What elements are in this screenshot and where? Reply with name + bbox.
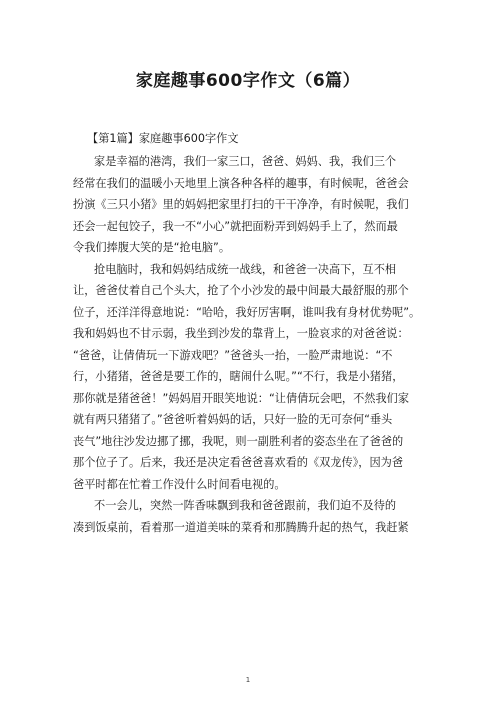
paragraph-line: 行，小猪猪，爸爸是要工作的，瞎闹什么呢。”“不行，我是小猪猪， [73, 370, 404, 383]
section-heading: 【第1篇】家庭趣事600字作文 [87, 132, 239, 145]
paragraph-line: 抢电脑时，我和妈妈结成统一战线，和爸爸一决高下，互不相 [94, 262, 397, 276]
paragraph-line: 丧气”地往沙发边挪了挪，我呢，则一副胜利者的姿态坐在了爸爸的 [73, 434, 404, 448]
paragraph-line: 不一会儿，突然一阵香味飘到我和爸爸跟前，我们迫不及待的 [94, 499, 397, 512]
paragraph-line: “爸爸，让倩倩玩一下游戏吧？”爸爸头一抬，一脸严肃地说：“不 [73, 348, 393, 362]
paragraph-line: 那你就是猪爸爸！”妈妈眉开眼笑地说：“让倩倩玩会吧，不然我们家 [73, 391, 410, 405]
paragraph-line: 爸平时都在忙着工作没什么时间看电视的。 [73, 477, 286, 491]
paragraph-line: 我和妈妈也不甘示弱，我坐到沙发的靠背上，一脸哀求的对爸爸说： [73, 327, 409, 340]
paragraph-line: 家是幸福的港湾，我们一家三口，爸爸、妈妈、我，我们三个 [94, 155, 397, 168]
paragraph-line: 让，爸爸仗着自己个头大，抢了个小沙发的最中间最大最舒服的那个 [73, 284, 409, 297]
paragraph [73, 259, 424, 496]
page-number: 1 [245, 676, 251, 684]
paragraph-line: 还会一起包饺子，我一不“小心”就把面粉弄到妈妈手上了，然而最 [73, 219, 398, 233]
paragraph [73, 495, 424, 538]
paragraph-line: 令我们捧腹大笑的是“抢电脑”。 [73, 241, 231, 254]
paragraph-line: 扮演《三只小猪》里的妈妈把家里打扫的干干净净，有时候呢，我们 [73, 198, 409, 211]
paragraph-line: 凑到饭桌前，看着那一道道美味的菜肴和那腾腾升起的热气，我赶紧 [73, 520, 409, 534]
paragraph-line: 那个位子了。后来，我还是决定看爸爸喜欢看的《双龙传》，因为爸 [73, 456, 404, 469]
paragraphs [73, 151, 424, 538]
paragraph-line: 经常在我们的温暖小天地里上演各种各样的趣事，有时候呢，爸爸会 [73, 176, 409, 190]
paragraph-line: 位子，还洋洋得意地说：“哈哈，我好厉害啊，谁叫我有身材优势呢”。 [73, 305, 421, 319]
document-body [73, 130, 424, 538]
document-title: 家庭趣事600字作文（6篇） [135, 71, 361, 91]
paragraph [73, 151, 424, 259]
paragraph-line: 就有两只猪猪了。”爸爸听着妈妈的话，只好一脸的无可奈何“垂头 [73, 413, 393, 426]
